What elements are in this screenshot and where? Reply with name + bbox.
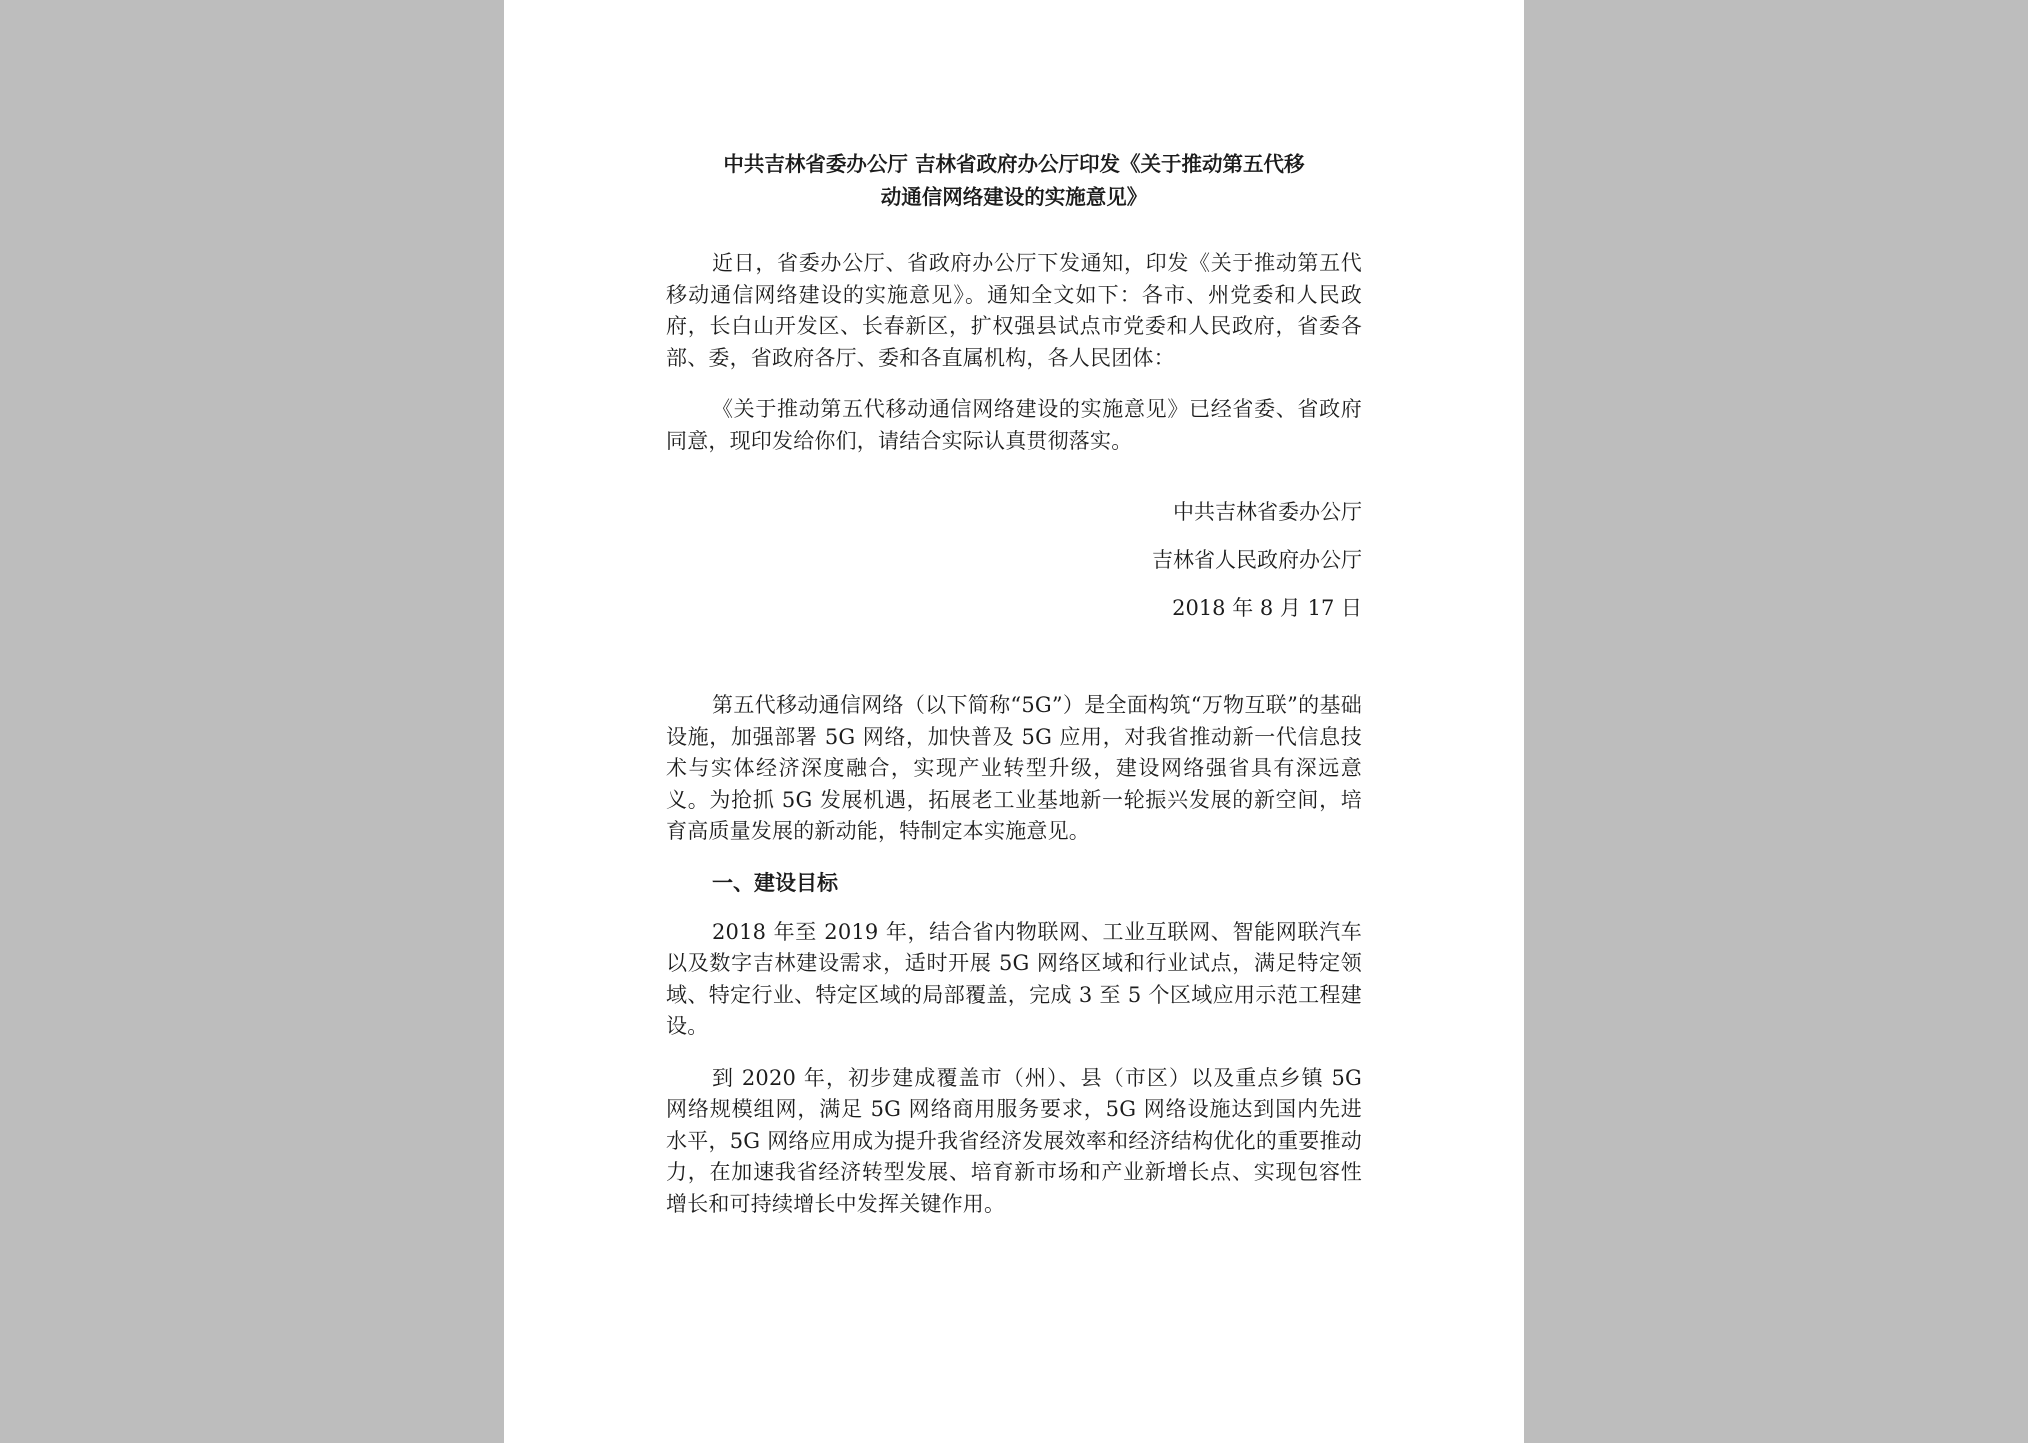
issue-date: 2018 年 8 月 17 日 <box>1172 596 1362 620</box>
document-page <box>504 0 1524 1443</box>
signatory-government-office: 吉林省人民政府办公厅 <box>1152 548 1362 572</box>
intro-paragraph: 第五代移动通信网络（以下简称“5G”）是全面构筑“万物互联”的基础设施，加强部署 5G 网络，加快普及 5G 应用，对我省推动新一代信息技术与实体经济深度融合，实现产业转型升级，建设网络强省具有深远意义。为抢抓 5G 发展机遇，拓展老工业基地新一轮振兴发展的新空间，培育高质量发展的新动能，特制定本实施意见。 <box>666 693 1362 843</box>
goal-2020-paragraph: 到 2020 年，初步建成覆盖市（州）、县（市区）以及重点乡镇 5G 网络规模组网，满足 5G 网络商用服务要求，5G 网络设施达到国内先进水平，5G 网络应用成为提升我省经济发展效率和经济结构优化的重要推动力，在加速我省经济转型发展、培育新市场和产业新增长点、实现包容性增长和可持续增长中发挥关键作用。 <box>666 1065 1362 1216</box>
goal-2019-paragraph: 2018 年至 2019 年，结合省内物联网、工业互联网、智能网联汽车以及数字吉林建设需求，适时开展 5G 网络区域和行业试点，满足特定领域、特定行业、特定区域的局部覆盖，完成 3 至 5 个区域应用示范工程建设。 <box>666 919 1362 1038</box>
section-heading-construction-goals: 一、建设目标 <box>712 870 838 895</box>
document-title <box>666 148 1362 214</box>
document-title-line-1: 中共吉林省委办公厅 吉林省政府办公厅印发《关于推动第五代移 <box>723 152 1305 176</box>
document-title-line-2: 动通信网络建设的实施意见》 <box>880 185 1148 209</box>
signatory-party-office: 中共吉林省委办公厅 <box>1173 500 1362 524</box>
notice-paragraph: 近日，省委办公厅、省政府办公厅下发通知，印发《关于推动第五代移动通信网络建设的实施意见》。通知全文如下：各市、州党委和人民政府，长白山开发区、长春新区，扩权强县试点市党委和人民政府，省委各部、委，省政府各厅、委和各直属机构，各人民团体： <box>666 251 1362 370</box>
approval-paragraph: 《关于推动第五代移动通信网络建设的实施意见》已经省委、省政府同意，现印发给你们，请结合实际认真贯彻落实。 <box>666 397 1362 453</box>
